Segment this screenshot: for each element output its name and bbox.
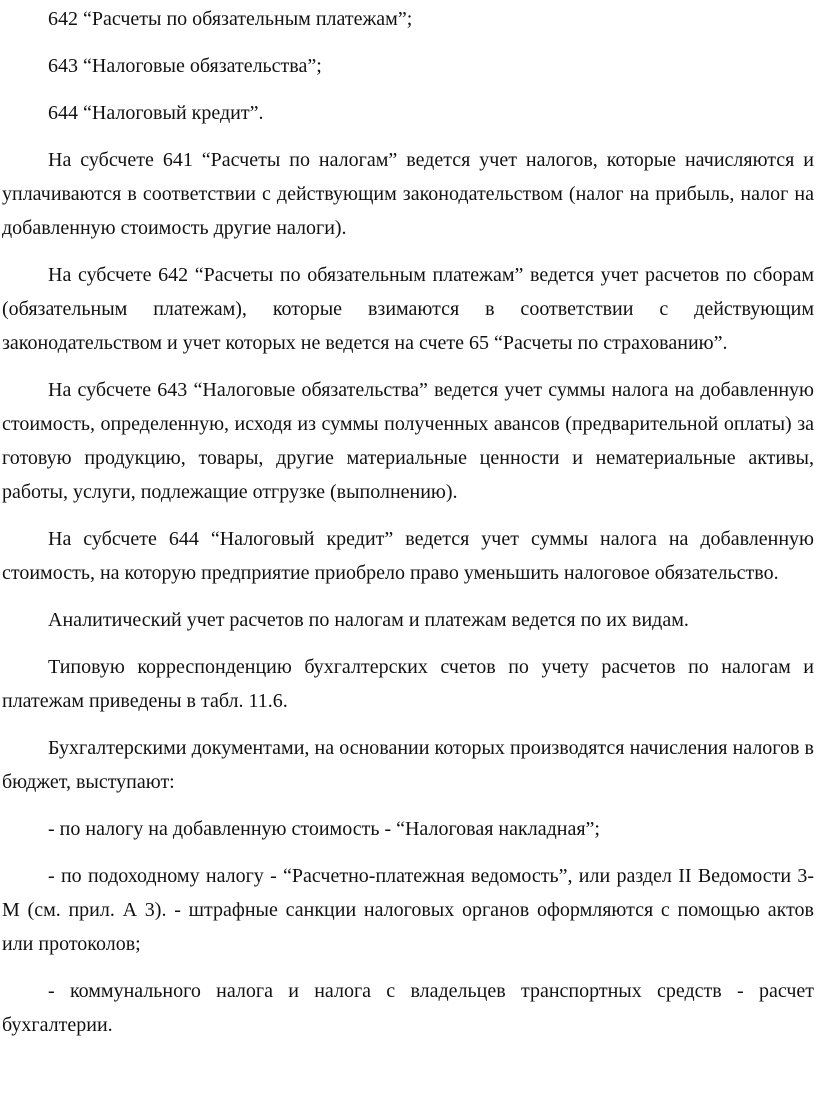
paragraph-subaccount-643: 643 “Налоговые обязательства”;: [48, 55, 322, 77]
paragraph-642-description: На субсчете 642 “Расчеты по обязательным платежам” ведется учет расчетов по сборам (обязательным платежам), которые взимаются в соответствии с действующим законодательством и учет которых не ведется на счете 65 “Расчеты по страхованию”.: [2, 264, 814, 354]
paragraph-subaccount-644: 644 “Налоговый кредит”.: [48, 102, 264, 124]
paragraph-641-description: На субсчете 641 “Расчеты по налогам” ведется учет налогов, которые начисляются и уплачиваются в соответствии с действующим законодательством (налог на прибыль, налог на добавленную стоимость другие налоги).: [2, 149, 814, 239]
list-item-vat: - по налогу на добавленную стоимость - “Налоговая накладная”;: [48, 818, 600, 840]
list-item-communal-tax: - коммунального налога и налога с владельцев транспортных средств - расчет бухгалтерии.: [2, 980, 814, 1036]
paragraph-644-description: На субсчете 644 “Налоговый кредит” ведется учет суммы налога на добавленную стоимость, на которую предприятие приобрело право уменьшить налоговое обязательство.: [2, 528, 814, 584]
paragraph-643-description: На субсчете 643 “Налоговые обязательства” ведется учет суммы налога на добавленную стоимость, определенную, исходя из суммы полученных авансов (предварительной оплаты) за готовую продукцию, товары, другие материальные ценности и нематериальные активы, работы, услуги, подлежащие отгрузке (выполнению).: [2, 379, 814, 503]
paragraph-analytical-accounting: Аналитический учет расчетов по налогам и платежам ведется по их видам.: [48, 609, 689, 631]
list-item-income-tax: - по подоходному налогу - “Расчетно-платежная ведомость”, или раздел II Ведомости 3-М (см. прил. А 3). - штрафные санкции налоговых органов оформляются с помощью актов или протоколов;: [2, 865, 814, 955]
paragraph-typical-correspondence: Типовую корреспонденцию бухгалтерских счетов по учету расчетов по налогам и платежам приведены в табл. 11.6.: [2, 656, 814, 712]
document-page: [0, 2, 816, 1113]
paragraph-subaccount-642: 642 “Расчеты по обязательным платежам”;: [48, 8, 413, 30]
paragraph-accounting-documents: Бухгалтерскими документами, на основании которых производятся начисления налогов в бюджет, выступают:: [2, 737, 814, 793]
